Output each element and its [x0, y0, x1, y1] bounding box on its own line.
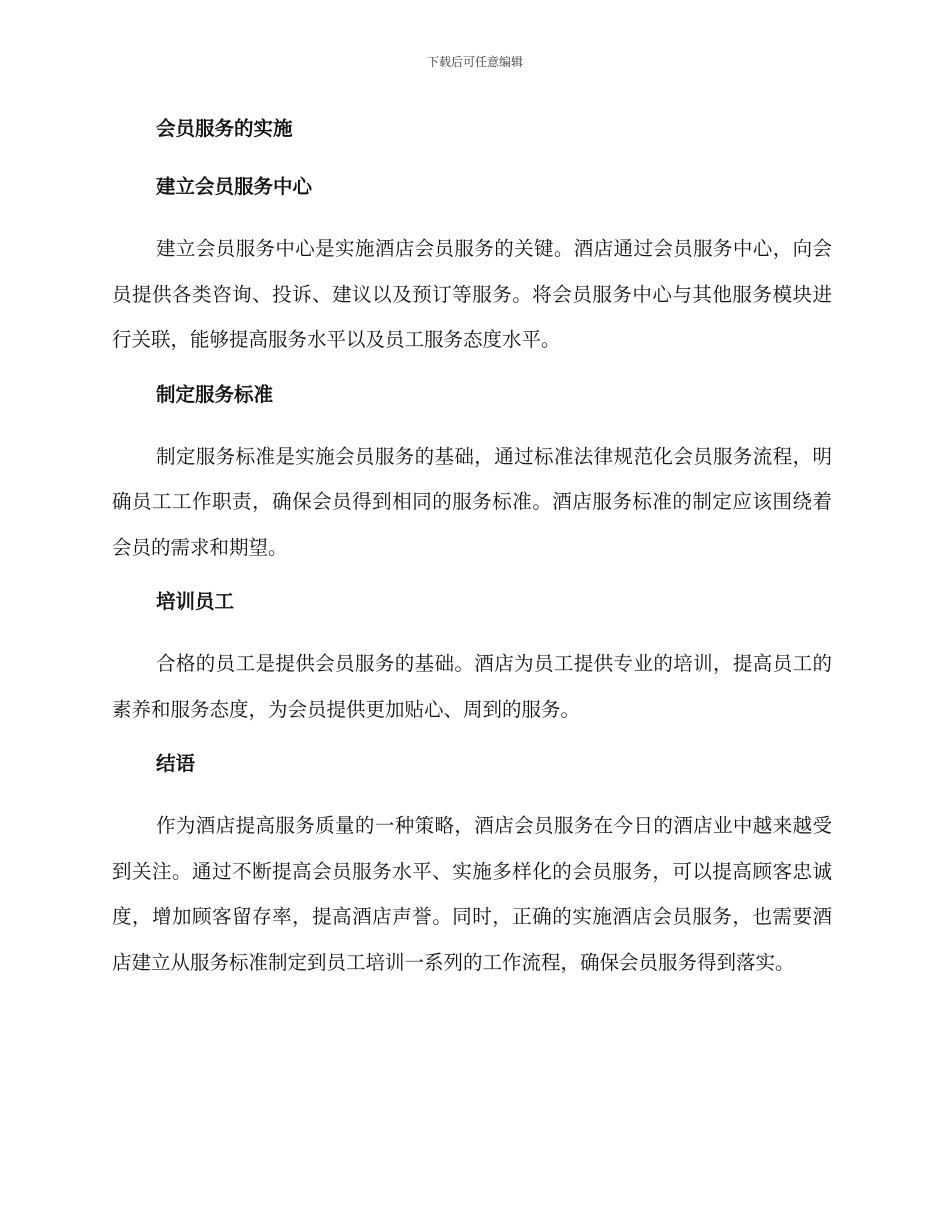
paragraph-conclusion: 作为酒店提高服务质量的一种策略，酒店会员服务在今日的酒店业中越来越受到关注。通过不断提高会员服务水平、实施多样化的会员服务，可以提高顾客忠诚度，增加顾客留存率，提高酒店声誉。同时，正确的实施酒店会员服务，也需要酒店建立从服务标准制定到员工培训一系列的工作流程，确保会员服务得到落实。 [112, 814, 832, 974]
section-heading-implementation: 会员服务的实施 [156, 117, 293, 140]
section-heading-service-standards: 制定服务标准 [156, 382, 274, 406]
section-heading-staff-training: 培训员工 [156, 590, 235, 613]
document-body [112, 110, 832, 998]
page-header-note: 下载后可任意编辑 [426, 55, 523, 69]
paragraph-service-center: 建立会员服务中心是实施酒店会员服务的关键。酒店通过会员服务中心，向会员提供各类咨询、投诉、建议以及预订等服务。将会员服务中心与其他服务模块进行关联，能够提高服务水平以及员工服务态度水平。 [112, 237, 832, 351]
section-heading-service-center: 建立会员服务中心 [156, 175, 313, 198]
paragraph-staff-training: 合格的员工是提供会员服务的基础。酒店为员工提供专业的培训，提高员工的素养和服务态度，为会员提供更加贴心、周到的服务。 [112, 652, 832, 721]
paragraph-service-standards: 制定服务标准是实施会员服务的基础，通过标准法律规范化会员服务流程，明确员工工作职责，确保会员得到相同的服务标准。酒店服务标准的制定应该围绕着会员的需求和期望。 [112, 444, 832, 559]
section-heading-conclusion: 结语 [156, 752, 196, 775]
